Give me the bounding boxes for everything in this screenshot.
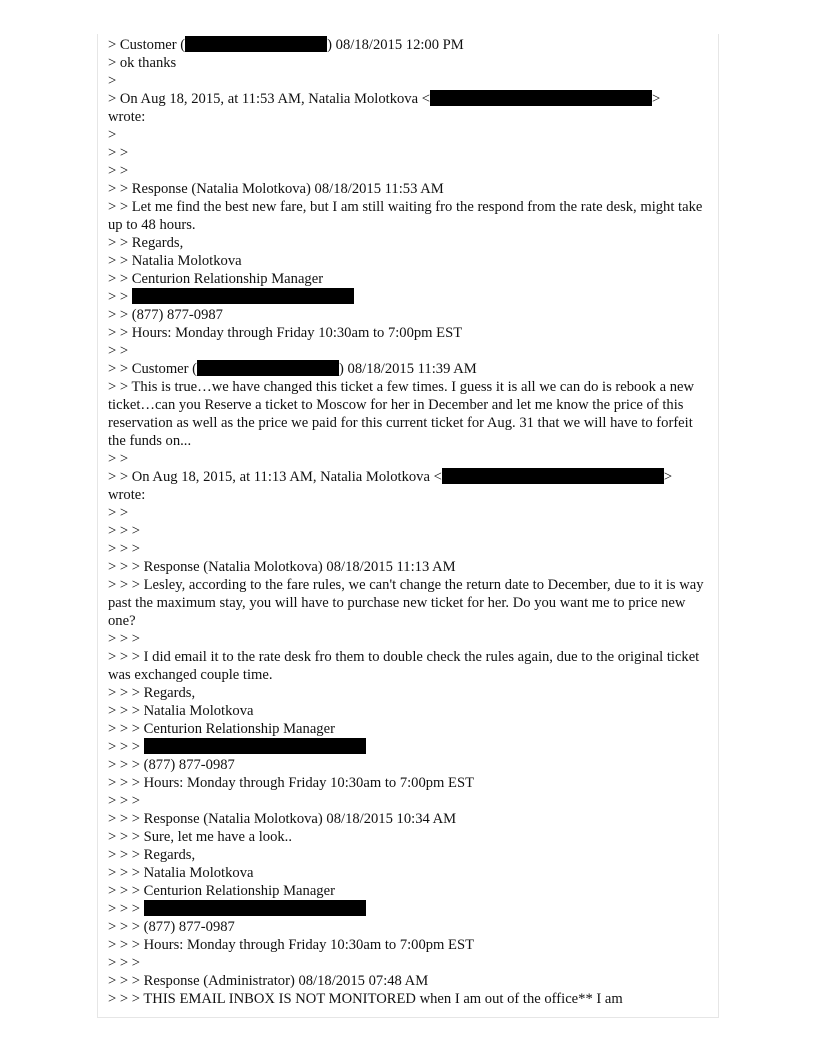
redaction-bar (430, 90, 652, 106)
text-line: > > > Sure, let me have a look.. (108, 829, 292, 845)
text-line: > > Response (Natalia Molotkova) 08/18/2015 11:53 AM (108, 181, 444, 197)
text-line: > > Let me find the best new fare, but I am still waiting fro the respond from the rate desk, might take up to 48 hours. (108, 199, 703, 233)
text-line (108, 90, 708, 108)
text-line-suffix: ) 08/18/2015 12:00 PM (327, 37, 464, 53)
text-line: > > > (108, 523, 140, 539)
text-line: > > (108, 163, 129, 179)
text-line: > (108, 73, 117, 89)
redaction-bar (185, 36, 327, 52)
redaction-bar (144, 738, 366, 754)
text-line: > > (108, 451, 129, 467)
text-line (108, 738, 708, 756)
text-line: > > > I did email it to the rate desk fro them to double check the rules again, due to the original ticket was exchanged couple time. (108, 649, 700, 683)
text-line (108, 360, 708, 378)
text-line: > > > Lesley, according to the fare rules, we can't change the return date to December, due to it is way past the maximum stay, you will have to purchase new ticket for her. Do you want me to price new one? (108, 577, 704, 629)
text-line (108, 468, 708, 486)
text-line-prefix: > > > (108, 901, 144, 917)
email-document (97, 34, 719, 1018)
text-line: > > > (108, 793, 140, 809)
text-line-prefix: > > On Aug 18, 2015, at 11:13 AM, Natalia Molotkova < (108, 469, 442, 485)
email-thread-text (108, 36, 708, 1008)
redaction-bar (144, 900, 366, 916)
text-line-prefix: > > (108, 289, 132, 305)
text-line: > > Regards, (108, 235, 184, 251)
text-line: wrote: (108, 487, 146, 503)
text-line: > ok thanks (108, 55, 177, 71)
text-line: > > > Regards, (108, 847, 196, 863)
text-line (108, 288, 708, 306)
text-line: > > > Centurion Relationship Manager (108, 721, 335, 737)
text-line-prefix: > > Customer ( (108, 361, 198, 377)
text-line: > > > Response (Natalia Molotkova) 08/18/2015 10:34 AM (108, 811, 457, 827)
text-line-prefix: > On Aug 18, 2015, at 11:53 AM, Natalia Molotkova < (108, 91, 430, 107)
text-line: > (108, 127, 117, 143)
text-line-prefix: > > > (108, 739, 144, 755)
text-line: > > > (108, 955, 140, 971)
text-line-suffix: ) 08/18/2015 11:39 AM (339, 361, 477, 377)
text-line: > > > Centurion Relationship Manager (108, 883, 335, 899)
text-line: > > > Hours: Monday through Friday 10:30am to 7:00pm EST (108, 775, 475, 791)
redaction-bar (442, 468, 664, 484)
text-line: > > (108, 505, 129, 521)
text-line: > > Hours: Monday through Friday 10:30am to 7:00pm EST (108, 325, 463, 341)
text-line: > > Centurion Relationship Manager (108, 271, 324, 287)
text-line: > > (877) 877-0987 (108, 307, 223, 323)
text-line-suffix: > (651, 91, 661, 107)
text-line (108, 900, 708, 918)
text-line: > > (108, 343, 129, 359)
text-line: > > > THIS EMAIL INBOX IS NOT MONITORED when I am out of the office** I am (108, 991, 623, 1007)
text-line: > > > Response (Natalia Molotkova) 08/18/2015 11:13 AM (108, 559, 456, 575)
text-line: > > > Natalia Molotkova (108, 865, 254, 881)
text-line: > > (108, 145, 129, 161)
text-line: > > > Response (Administrator) 08/18/2015 07:48 AM (108, 973, 429, 989)
text-line-suffix: > (663, 469, 673, 485)
text-line: > > Natalia Molotkova (108, 253, 242, 269)
text-line: > > > Natalia Molotkova (108, 703, 254, 719)
text-line: > > > (877) 877-0987 (108, 757, 235, 773)
text-line: > > > Hours: Monday through Friday 10:30am to 7:00pm EST (108, 937, 475, 953)
text-line: > > This is true…we have changed this ticket a few times. I guess it is all we can do is rebook a new ticket…can you Reserve a ticket to Moscow for her in December and let me know the price of this reservation as well as the price we paid for this current ticket for Aug. 31 that we will have to forfeit the funds on... (108, 379, 695, 449)
text-line: > > > Regards, (108, 685, 196, 701)
redaction-bar (197, 360, 339, 376)
text-line: > > > (108, 631, 140, 647)
text-line: > > > (108, 541, 140, 557)
redaction-bar (132, 288, 354, 304)
text-line-prefix: > Customer ( (108, 37, 186, 53)
text-line (108, 36, 708, 54)
text-line: wrote: (108, 109, 146, 125)
text-line: > > > (877) 877-0987 (108, 919, 235, 935)
